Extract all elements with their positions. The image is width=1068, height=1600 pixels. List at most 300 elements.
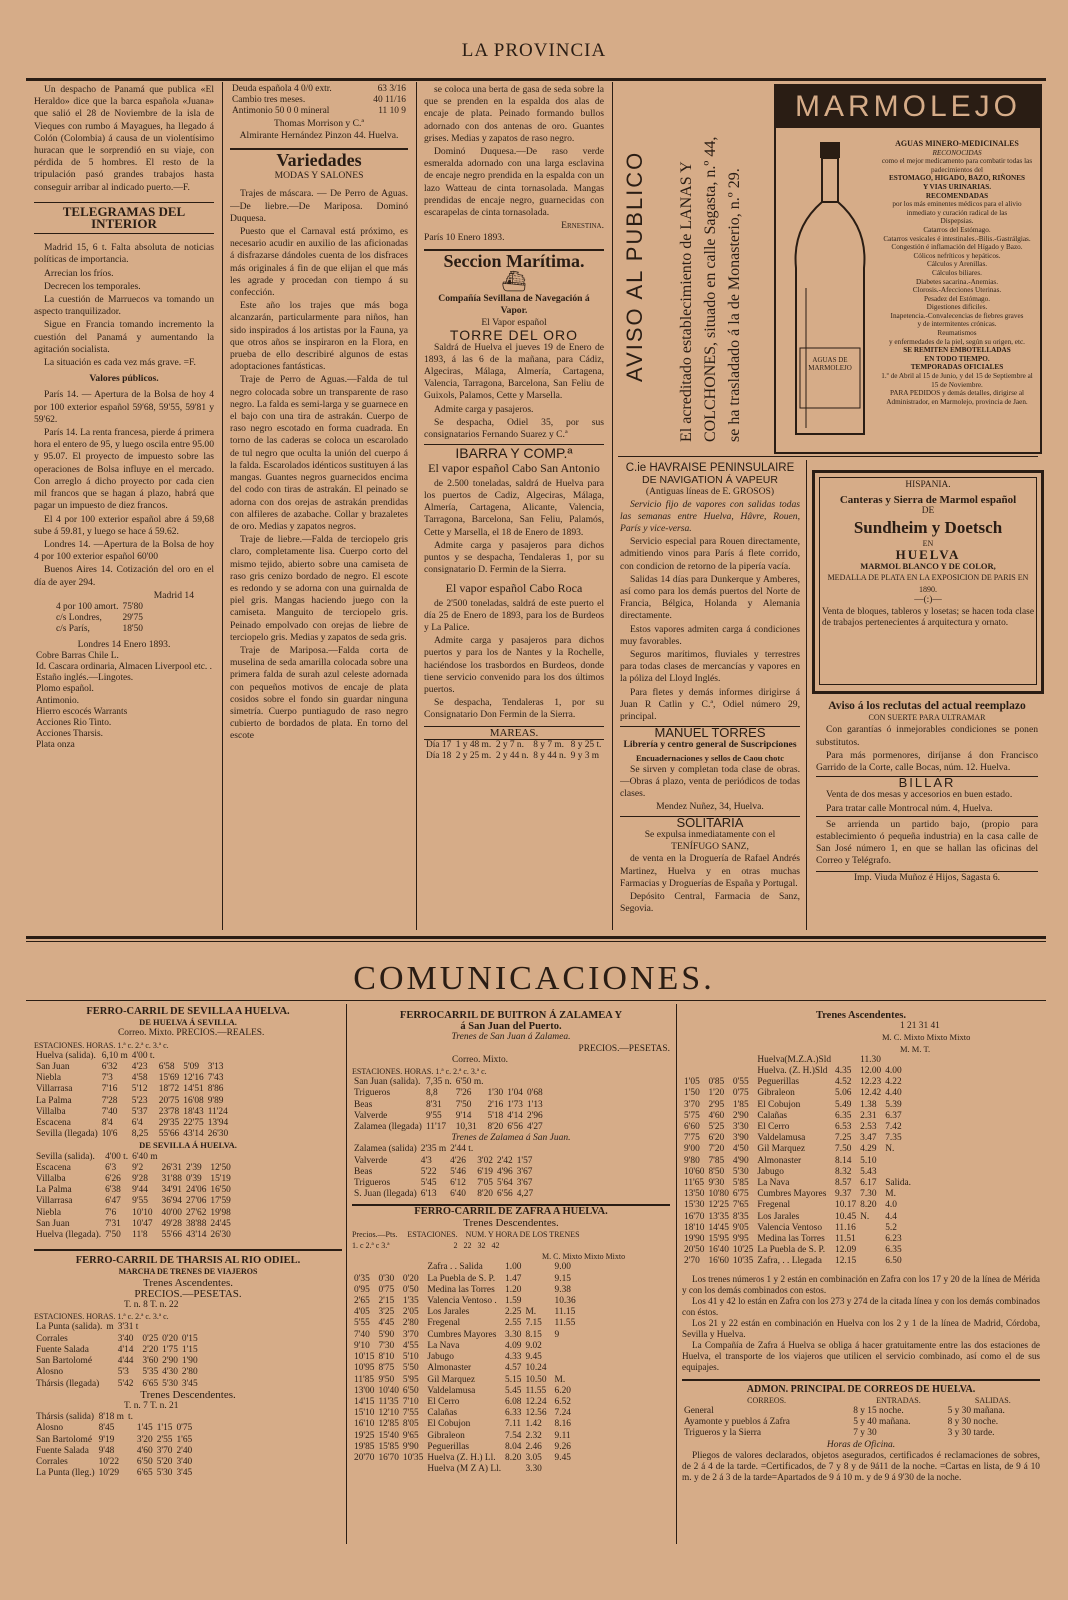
table-cell: 5.45 — [505, 1385, 522, 1396]
table-row — [352, 1318, 578, 1329]
table-cell: 12'25 — [708, 1200, 729, 1211]
marmolejo-line: Cálculos biliares. — [932, 268, 982, 277]
table-cell: 4.00 — [885, 1066, 902, 1077]
table-row — [682, 1088, 913, 1099]
solitaria-text: de venta en la Droguería de Rafael Andrés Martinez, Huelva y en otras muchas Farmacias y Droguerías de España y Portugal. — [620, 853, 800, 889]
table-cell: 4.4 — [885, 1211, 897, 1222]
table-row — [352, 1330, 578, 1341]
table-cell: Antimonio 50 0 0 mineral — [232, 106, 330, 117]
table-cell: Niebla — [36, 1207, 61, 1218]
table-cell: 4'00 t. — [105, 1151, 129, 1162]
table-cell: 1'05 — [684, 1077, 700, 1088]
table-cell: 12.15 — [835, 1256, 857, 1267]
table-row — [352, 1386, 578, 1397]
table-cell: 7.50 — [835, 1144, 852, 1155]
table-cell: t. — [127, 1412, 133, 1423]
correos-horas: Horas de Oficina. — [826, 1439, 896, 1450]
table-cell: 8.04 — [505, 1441, 522, 1452]
table-cell — [160, 1322, 180, 1333]
table-cell: 0'75 — [378, 1284, 395, 1295]
table-row — [34, 1356, 200, 1367]
madrid-date: Madrid 14 — [153, 589, 194, 601]
marmolejo-line: Y VIAS URINARIAS. — [922, 182, 992, 191]
bolsa-text: Londres 14. —Apertura de la Bolsa de hoy 4 por 100 exterior español 60'00 — [34, 538, 214, 563]
tharsis-table-2 — [34, 1412, 194, 1479]
table-cell: 4'55 — [402, 1340, 419, 1351]
marmolejo-sub: AGUAS MINERO-MEDICINALES — [895, 139, 1019, 148]
table-cell: El Cerro — [427, 1396, 460, 1407]
table-cell: 9'48 — [98, 1445, 115, 1456]
table-row — [34, 1174, 233, 1185]
table-cell — [104, 1379, 115, 1390]
column-divider — [416, 82, 417, 930]
table-cell: 1.00 — [505, 1262, 522, 1273]
table-cell — [104, 1367, 115, 1378]
table-cell: La Nava — [427, 1340, 460, 1351]
table-row — [352, 1408, 578, 1419]
table-cell: 6.53 — [835, 1122, 852, 1133]
table-cell: 8'20 — [477, 1189, 493, 1200]
table-cell: 4.09 — [505, 1340, 522, 1351]
table-cell: Corrales — [36, 1456, 68, 1467]
table-cell: 8'35 — [732, 1211, 749, 1222]
table-row — [682, 1066, 913, 1077]
table-cell: 7.30 — [860, 1189, 877, 1200]
table-cell: 6'38 — [105, 1185, 121, 1196]
buitron-timetable — [352, 1010, 670, 1475]
table-cell: La Punta (salida). — [36, 1322, 103, 1333]
table-cell — [126, 1435, 135, 1446]
table-cell: 2 y 44 n. — [495, 750, 529, 761]
sevilla-header: Correo. Mixto. PRECIOS.—REALES. — [118, 1028, 265, 1039]
table-cell — [352, 1464, 376, 1475]
table-cell: 9.26 — [554, 1441, 571, 1452]
marmolejo-lines — [880, 157, 1034, 406]
havraise-column — [620, 462, 800, 932]
aviso-line: se ha trasladado á la de Monasterio, n.º 29. — [726, 168, 743, 442]
table-cell: 7'40 — [354, 1329, 370, 1340]
table-cell: 9'44 — [132, 1185, 148, 1196]
havraise-text: Para fletes y demás informes dirigirse á Juan R Catlin y C.ª, Odiel número 29, principal. — [620, 686, 800, 723]
table-row — [230, 84, 408, 95]
table-cell: 29'35 — [158, 1118, 180, 1129]
aviso-line: El acreditado establecimiento de LANAS Y — [678, 161, 695, 442]
table-cell: 6'56 — [507, 1122, 523, 1133]
table-cell: 3'60 — [142, 1356, 159, 1367]
table-cell — [376, 1464, 400, 1475]
table-cell: 6'47 — [105, 1196, 121, 1207]
telegram-text: Arrecian los fríos. — [44, 267, 114, 279]
table-cell: Acciones Rio Tinto. — [36, 717, 112, 728]
marmolejo-line: SE REMITEN EMBOTELLADAS — [903, 346, 1011, 355]
tharsis-precios: PRECIOS.—PESETAS. — [134, 1287, 242, 1300]
table-cell: 2'70 — [684, 1256, 700, 1267]
table-cell: 0'25 — [142, 1333, 159, 1344]
table-cell: Calañas — [757, 1110, 788, 1121]
table-cell: 8'18 m — [98, 1412, 124, 1423]
table-cell: 5'50 — [402, 1363, 419, 1374]
table-cell: 5'37 — [131, 1106, 148, 1117]
table-cell: 38'88 — [185, 1218, 207, 1229]
marmolejo-line: 1.º de Abril al 15 de Junio, y del 15 de Septiembre al 15 de Noviembre. — [881, 372, 1033, 389]
table-cell: 5.06 — [835, 1088, 852, 1099]
ship-text: Admite carga y pasajeros. — [434, 403, 534, 415]
bottle-label: AGUAS DE MARMOLEJO — [808, 356, 852, 372]
table-cell: Almonaster — [427, 1363, 472, 1374]
table-cell: 6'3 — [105, 1162, 117, 1173]
table-cell: 18'50 — [122, 624, 143, 635]
table-cell: 3.05 — [525, 1452, 542, 1463]
table-cell: 13'50 — [684, 1189, 705, 1200]
table-cell: 8'05 — [402, 1419, 419, 1430]
company-name: Compañía Sevillana de Navegación á Vapor. — [438, 292, 590, 317]
ibarra-heading: IBARRA Y COMP.ª — [424, 444, 604, 459]
table-cell: 9.02 — [525, 1340, 542, 1351]
table-cell: 4 por 100 amort. — [56, 601, 119, 612]
table-cell: 8'45 — [98, 1423, 115, 1434]
table-cell: 4'26 — [450, 1155, 466, 1166]
table-row — [34, 1345, 200, 1356]
table-cell — [208, 1152, 232, 1163]
article-text: Traje de Perro de Aguas.—Falda de tul negro colocada sobre un transparente de raso negro. La falda es semi-larga y se guarnece en el bajo con una tira de astrakán. Cuerpo de raso negro escotado en forma cuadrada. En torno de las caderas se coloca un escarolado de tul negro que oculta la unión del cuerpo á la falda. Escarolados idénticos sustituyen á las mangas. Guantes negros guarnecidos encima del codo con tiras de astrakán. El peinado se adorna con dos orejas de astrakán prendidas con alfileres de azabache. Collar y brazaletes de oro. Medias y zapatos negros. — [230, 374, 408, 532]
table-cell: 15'40 — [378, 1430, 399, 1441]
hispania-ad — [812, 470, 1044, 694]
table-cell: 0'30 — [378, 1273, 395, 1284]
signature-address: Almirante Hernández Pinzon 44. Huelva. — [239, 129, 399, 141]
havraise-text: Servicio especial para Rouen directamente, admitiendo vinos para París á flete corrido, con condicion de retorno de la pipería vacía. — [620, 536, 800, 572]
table-cell: 15'19 — [210, 1174, 231, 1185]
table-cell: 19'90 — [684, 1234, 705, 1245]
table-cell: M. — [554, 1374, 566, 1385]
table-cell: Valdelamusa — [757, 1133, 806, 1144]
sevilla-table-1 — [34, 1051, 230, 1141]
ascendentes-timetable — [682, 1010, 1040, 1485]
table-row — [34, 1322, 200, 1333]
table-cell: 0'35 — [354, 1273, 370, 1284]
table-cell: 3'67 — [516, 1178, 533, 1189]
marmolejo-line: Dispepsias. — [940, 217, 974, 226]
table-cell: 3'02 — [477, 1155, 493, 1166]
table-cell: Salida. — [885, 1178, 912, 1189]
table-row — [682, 1395, 1040, 1406]
variedades-heading: Variedades — [230, 148, 408, 166]
torres-sub: Librería y centro general de Suscripciones — [623, 739, 797, 751]
telegram-text: Sigue en Francia tomando incremento la cuestión del Panamá y aumentando la agitación socialista. — [34, 319, 214, 355]
section-rule — [26, 941, 1046, 942]
table-cell: 6'50 — [136, 1456, 153, 1467]
billar-heading: BILLAR — [816, 776, 1038, 789]
table-cell — [104, 1334, 115, 1345]
ad-rule — [618, 456, 1038, 457]
table-row — [352, 1453, 578, 1464]
table-cell: 16'10 — [354, 1419, 375, 1430]
bolsa-text: París 14. — Apertura de la Bolsa de hoy 4 por 100 exterior español 59'68, 59'55, 59'81 y 59'62. — [34, 389, 214, 425]
table-cell — [140, 1322, 160, 1333]
tenifugo-label: TENÍFUGO SANZ, — [671, 841, 749, 853]
table-cell: 5'85 — [732, 1178, 749, 1189]
table-cell: 5'64 — [496, 1178, 513, 1189]
table-cell: Deuda española 4 0/0 extr. — [232, 84, 332, 94]
table-cell: 40'00 — [161, 1207, 182, 1218]
table-cell: Acciones Tharsis. — [36, 729, 103, 740]
table-cell: 7'50 — [105, 1230, 121, 1241]
table-cell: 1.47 — [505, 1273, 522, 1284]
table-cell: 0'75 — [732, 1088, 749, 1099]
marmolejo-line: Clorosis.-Afecciones Uterinas. — [912, 286, 1002, 295]
table-cell — [858, 1223, 883, 1234]
table-row — [34, 662, 214, 673]
table-row — [352, 1167, 535, 1178]
table-cell: 5'46 — [450, 1166, 466, 1177]
comunicaciones-heading: COMUNICACIONES. — [353, 960, 715, 997]
table-cell: 1.38 — [860, 1099, 877, 1110]
table-cell: 9'05 — [732, 1222, 749, 1233]
table-cell: La Nava — [757, 1178, 790, 1189]
table-row — [352, 1285, 578, 1296]
hispania-en: EN — [922, 538, 934, 548]
table-row — [34, 707, 214, 718]
table-cell: 7.35 — [885, 1133, 902, 1144]
table-row — [34, 1468, 194, 1479]
table-cell: 3'40 — [117, 1333, 134, 1344]
table-cell — [104, 1345, 115, 1356]
table-cell: 18'72 — [158, 1084, 180, 1095]
table-cell: 9'30 — [708, 1178, 725, 1189]
table-row — [34, 1062, 230, 1073]
table-cell — [858, 1234, 883, 1245]
table-cell: Jabugo — [427, 1352, 454, 1363]
marmolejo-line: Congestión é inflamación del Hígado y Bazo. — [891, 243, 1023, 252]
table-cell: 11'35 — [378, 1396, 399, 1407]
table-cell: El Cobujon — [757, 1099, 801, 1110]
table-cell: 10'80 — [708, 1189, 729, 1200]
table-cell: 4.40 — [885, 1088, 902, 1099]
article-text: Traje de liebre.—Falda de terciopelo gris claro, completamente lisa. Cuerpo corto del mismo tejido, abierto sobre una camiseta de raso gris cenizo bordado de negro. El escote es redondo y se adorna con una guirnalda de piel gris. Mangas haciendo juego con la camiseta. Manguito de terciopelo gris. Peinado empolvado con orejas de liebre de terciopelo gris. Medias y zapatos de seda gris. — [230, 534, 408, 643]
table-row — [34, 1367, 200, 1378]
table-cell: 9'14 — [455, 1110, 472, 1121]
metals-table — [34, 651, 214, 752]
table-cell: 7'28 — [101, 1095, 118, 1106]
table-cell: General — [684, 1406, 714, 1417]
marmolejo-line: Pesadez del Estómago. — [923, 294, 991, 303]
table-row — [34, 1208, 233, 1219]
table-cell — [495, 1144, 515, 1155]
table-cell: Gil Marquez — [757, 1144, 805, 1155]
tharsis-table-1 — [34, 1322, 200, 1389]
table-cell: 3'70 — [402, 1329, 419, 1340]
table-row — [424, 740, 604, 751]
table-cell: 9'65 — [402, 1430, 419, 1441]
sevilla-table-2 — [34, 1152, 233, 1242]
table-cell: Zafra . . Salida — [427, 1262, 483, 1273]
table-cell: 12.56 — [525, 1408, 547, 1419]
table-cell: 10.45 — [835, 1211, 857, 1222]
table-cell: 18'43 — [183, 1106, 204, 1117]
table-cell: 9'00 — [684, 1144, 700, 1155]
table-cell: 9.37 — [835, 1189, 852, 1200]
telegram-text: La cuestión de Marruecos va tomando un aspecto tranquilizador. — [34, 294, 214, 318]
marmolejo-line: PARA PEDIDOS y demás detalles, dirigirse al Administrador, en Marmolejo, provincia de Jaen. — [886, 389, 1028, 406]
table-row — [54, 602, 145, 613]
table-cell: 43'14 — [185, 1230, 207, 1241]
table-cell: 7'40 — [101, 1106, 118, 1117]
table-cell: 5'12 — [131, 1084, 148, 1095]
table-cell — [731, 1055, 755, 1066]
table-cell: 0'75 — [176, 1423, 193, 1434]
table-cell: 10'10 — [132, 1207, 153, 1218]
table-cell: 4'27 — [526, 1122, 543, 1133]
table-cell: Plomo español. — [36, 684, 94, 695]
table-cell: 0'39 — [185, 1174, 202, 1185]
marmolejo-line: RECOMENDADAS — [925, 191, 989, 200]
table-row — [352, 1419, 578, 1430]
table-row — [34, 729, 214, 740]
table-cell: 14'45 — [708, 1222, 729, 1233]
table-cell — [401, 1262, 425, 1273]
table-cell: 15'85 — [378, 1441, 399, 1452]
table-cell: Corrales — [36, 1333, 68, 1344]
londres-date: Londres 14 Enero 1893. — [77, 638, 171, 650]
table-row — [352, 1111, 545, 1122]
telegram-text: La situación es cada vez más grave. =F. — [44, 357, 196, 369]
table-row — [352, 1156, 535, 1167]
table-cell: 9.45 — [554, 1452, 571, 1463]
table-cell — [858, 1256, 883, 1267]
table-cell: San Juan — [36, 1218, 70, 1229]
article-text: Trajes de máscara. — De Perro de Aguas.—De liebre.—De Mariposa. Dominó Duquesa. — [230, 188, 408, 224]
table-cell: Thársis (salida) — [36, 1412, 95, 1423]
table-cell — [883, 1055, 913, 1066]
buitron-table-1 — [352, 1077, 545, 1133]
notes — [682, 1274, 1040, 1373]
table-cell: 11.51 — [835, 1234, 856, 1245]
table-cell: 15'10 — [354, 1408, 375, 1419]
table-cell: 6'40 — [450, 1189, 466, 1200]
table-cell: Trigueros y la Sierra — [684, 1428, 761, 1439]
note: La Compañía de Zafra á Huelva se obliga á hacer gratuitamente entre las dos estaciones de Huelva, el transporte de los viajeros que utilicen el servicio combinado, así como el de sus equipajes. — [682, 1339, 1040, 1372]
table-cell: 7'50 — [455, 1099, 472, 1110]
table-cell: 8'20 — [487, 1122, 504, 1133]
table-cell: 5'35 — [142, 1367, 159, 1378]
table-cell: Villarrasa — [36, 1084, 73, 1095]
table-cell: 18'10 — [684, 1222, 705, 1233]
table-cell: 9'19 — [98, 1434, 115, 1445]
table-cell: 6.08 — [505, 1396, 522, 1407]
table-cell: 10'47 — [132, 1218, 153, 1229]
table-cell: 8'4 — [101, 1118, 113, 1129]
buitron-precios: PRECIOS.—PESETAS. — [578, 1043, 670, 1054]
table-cell: 2'16 — [487, 1099, 504, 1110]
table-cell: 7.24 — [554, 1408, 571, 1419]
table-cell: Cumbres Mayores — [427, 1329, 497, 1340]
table-cell: 1'90 — [181, 1356, 198, 1367]
table-cell: 8'75 — [378, 1363, 395, 1374]
table-cell: 2'05 — [402, 1307, 419, 1318]
table-cell: Beas — [354, 1166, 373, 1177]
table-cell: 7.11 — [505, 1419, 522, 1430]
table-cell — [523, 1296, 548, 1307]
table-row — [230, 95, 408, 106]
table-cell — [126, 1468, 135, 1479]
column-divider — [222, 82, 223, 930]
reclutas-text: Para más pormenores, diríjanse á don Francisco Garrido de la Corte, calle Bocas, núm. 12. Huelva. — [816, 749, 1038, 774]
table-cell: 2'20 — [142, 1344, 159, 1355]
table-cell: 2'40 — [176, 1445, 193, 1456]
table-cell: 2.25 — [505, 1307, 522, 1318]
table-cell: 1'30 — [487, 1088, 504, 1099]
vapor-label: El Vapor español — [481, 317, 547, 329]
table-row — [34, 1185, 233, 1196]
table-cell: 7'26 — [455, 1088, 472, 1099]
table-cell: La Palma — [36, 1185, 72, 1196]
table-cell: 2.32 — [525, 1430, 542, 1441]
table-cell: Cobre Barras Chile L. — [36, 650, 119, 661]
table-row — [682, 1245, 913, 1256]
table-cell: 9.45 — [525, 1352, 542, 1363]
table-row — [682, 1234, 913, 1245]
table-row — [352, 1189, 535, 1200]
table-cell: 7.42 — [885, 1122, 902, 1133]
table-cell: Gibraleon — [757, 1088, 795, 1099]
table-cell: 10.50 — [525, 1374, 547, 1385]
table-cell: 2'65 — [354, 1296, 370, 1307]
table-cell: 10.17 — [835, 1200, 857, 1211]
table-cell: ENTRADAS. — [876, 1395, 921, 1405]
table-cell: 6.23 — [885, 1234, 902, 1245]
table-row — [34, 651, 214, 662]
column-divider — [346, 1004, 347, 1544]
table-cell — [401, 1464, 425, 1475]
arriendo-text: Se arrienda un partido bajo, (propio para establecimiento ó pequeña industria) en la casa calle de San José número 1, en que se hallan las oficinas del Correo y Telégrafo. — [816, 816, 1038, 868]
table-cell: 5'18 — [487, 1110, 504, 1121]
table-cell: Villalba — [36, 1174, 66, 1185]
table-cell: 6.50 — [885, 1256, 902, 1267]
table-cell: 4.35 — [835, 1066, 852, 1077]
marmolejo-line: como el mejor medicamento para combatir todas las padecimientos del — [881, 157, 1033, 174]
ship-text: de 2.500 toneladas, saldrá de Huelva para los puertos de Cadiz, Algeciras, Málaga, Almería, Cartagena, Alicante, Valencia, Tarragona, Barcelona, San Feliu, Palamós, Cette y Marsella, el 18 de Enero de 1893. — [424, 477, 604, 538]
table-cell: 9'90 — [402, 1441, 419, 1452]
table-row — [352, 1274, 578, 1285]
table-cell: 7'3 — [101, 1073, 113, 1084]
table-row — [34, 684, 214, 695]
table-cell — [731, 1066, 755, 1077]
table-cell: 1'15 — [156, 1423, 173, 1434]
table-cell: 5.43 — [860, 1166, 877, 1177]
table-row — [34, 1152, 233, 1163]
table-cell: 1'45 — [136, 1423, 153, 1434]
havraise-heading: DE NAVIGATION Á VAPEUR — [642, 474, 778, 487]
zafra-header: M. C. Mixto Mixto Mixto — [542, 1252, 626, 1262]
table-cell: Alosno — [36, 1423, 64, 1434]
buitron-sub: Trenes de Zalamea á San Juan. — [451, 1133, 571, 1144]
column-divider — [676, 1004, 677, 1544]
table-cell: 3'45 — [181, 1378, 198, 1389]
table-row — [34, 1096, 230, 1107]
table-row — [352, 1363, 578, 1374]
table-cell: Estaño inglés.—Lingotes. — [36, 673, 134, 684]
bolsa-text: Buenos Aires 14. Cotización del oro en el día de ayer 294. — [34, 564, 214, 588]
table-cell: Medina las Torres — [427, 1284, 495, 1295]
table-cell — [104, 1356, 115, 1367]
table-cell: 40 11/16 — [373, 95, 406, 106]
table-cell: 34'91 — [161, 1185, 182, 1196]
table-cell: 1'57 — [516, 1155, 533, 1166]
table-row — [34, 673, 214, 684]
table-cell: Zafra, . . Llegada — [757, 1256, 822, 1267]
table-cell: 10'22 — [98, 1456, 120, 1467]
table-cell: 9 — [554, 1329, 560, 1340]
table-cell: 9.38 — [554, 1284, 571, 1295]
